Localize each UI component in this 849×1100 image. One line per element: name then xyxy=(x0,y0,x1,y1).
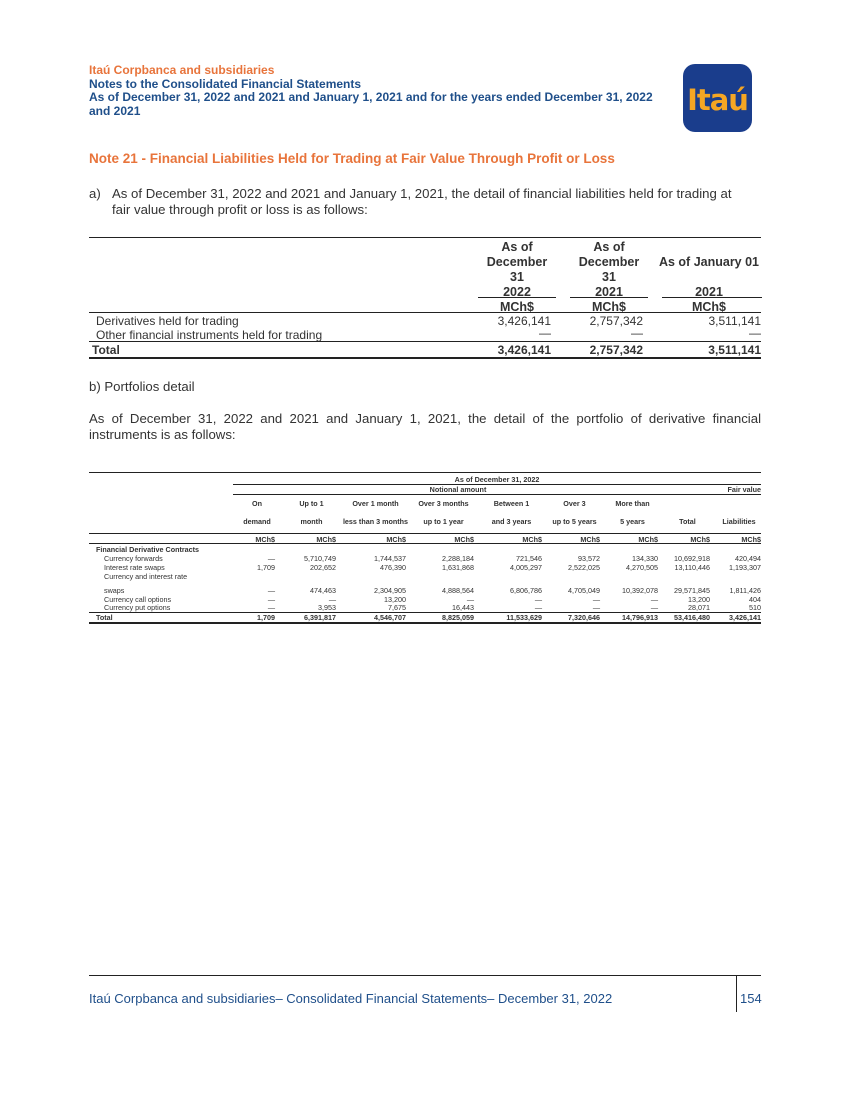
table1-bottom-rule xyxy=(89,357,761,359)
col3-h1: As of January 01 xyxy=(658,255,760,269)
table2-total-cell: 3,426,141 xyxy=(729,613,761,622)
table2-cell: 29,571,845 xyxy=(674,586,710,595)
table2-total-cell: 7,320,646 xyxy=(568,613,600,622)
table2-cell: — xyxy=(534,603,542,612)
table1-row-value: — xyxy=(631,326,643,340)
table2-total-cell: 6,391,817 xyxy=(304,613,336,622)
table2-cell: — xyxy=(592,595,600,604)
col3-h4: 2021 xyxy=(695,285,723,299)
table2-col-header-b: and 3 years xyxy=(491,517,532,526)
table2-unit: MCh$ xyxy=(580,535,600,544)
col1-unit: MCh$ xyxy=(499,300,535,314)
table2-cell: 2,288,184 xyxy=(442,554,474,563)
table2-cell: 474,463 xyxy=(310,586,336,595)
table2-cell: — xyxy=(650,603,658,612)
col2-h3: 31 xyxy=(602,270,616,284)
table2-cell: 13,110,446 xyxy=(674,563,710,572)
table2-total-cell: 53,416,480 xyxy=(674,613,710,622)
paragraph-b-label: b) Portfolios detail xyxy=(89,379,195,394)
table2-cell: 93,572 xyxy=(578,554,600,563)
table2-unit: MCh$ xyxy=(522,535,542,544)
table1-row-label: Derivatives held for trading xyxy=(96,314,239,328)
table2-cell: 134,330 xyxy=(632,554,658,563)
table2-cell: 1,193,307 xyxy=(729,563,761,572)
table1-col1-header xyxy=(478,240,556,315)
col2-rule xyxy=(570,297,648,298)
table2-col-header-b: demand xyxy=(243,517,271,526)
table2-cell: 2,522,025 xyxy=(568,563,600,572)
table2-cell: 404 xyxy=(749,595,761,604)
table1-total-label: Total xyxy=(92,343,120,357)
table2-col-header-a: Over 3 months xyxy=(418,499,469,508)
table2-unit: MCh$ xyxy=(741,535,761,544)
paragraph-a xyxy=(89,186,761,218)
table2-cell: 1,709 xyxy=(257,563,275,572)
col2-unit: MCh$ xyxy=(591,300,627,314)
table2-col-header-a: On xyxy=(252,499,262,508)
table2-sub-rule xyxy=(233,494,761,495)
table2-col-header-b: up to 5 years xyxy=(552,517,597,526)
table1-col2-header xyxy=(570,240,648,315)
table2-cell: 5,710,749 xyxy=(304,554,336,563)
col3-unit: MCh$ xyxy=(691,300,727,314)
table2-cell: — xyxy=(534,595,542,604)
table2-unit: MCh$ xyxy=(454,535,474,544)
table2-cell: 3,953 xyxy=(318,603,336,612)
table2-cell: 6,806,786 xyxy=(510,586,542,595)
table1-top-rule xyxy=(89,237,761,238)
itau-logo xyxy=(683,64,752,132)
table2-total-cell: 11,533,629 xyxy=(506,613,542,622)
table1-row-label: Other financial instruments held for trading xyxy=(96,328,323,342)
section-label: Financial Derivative Contracts xyxy=(96,545,200,554)
col3-rule xyxy=(662,297,762,298)
table2-cell: 10,692,918 xyxy=(674,554,710,563)
table1-header-rule xyxy=(89,312,761,313)
note-title: Note 21 - Financial Liabilities Held for Trading at Fair Value Through Profit or Loss xyxy=(89,151,615,166)
table1-total-value: 3,426,141 xyxy=(497,343,551,357)
table2-col-header-a: Up to 1 xyxy=(299,499,324,508)
document-header xyxy=(89,64,689,118)
footer-separator xyxy=(736,976,737,1012)
table2-cell: — xyxy=(267,603,275,612)
table2-unit: MCh$ xyxy=(316,535,336,544)
table1-row-value: 3,511,141 xyxy=(708,314,761,328)
col2-h4: 2021 xyxy=(595,285,623,299)
company-name: Itaú Corpbanca and subsidiaries xyxy=(89,63,275,77)
table2-bottom-rule xyxy=(89,622,761,624)
header-line-3: and 2021 xyxy=(89,103,141,118)
table2-total-cell: 14,796,913 xyxy=(622,613,658,622)
table2-col-header-a: Over 3 xyxy=(563,499,586,508)
table2-row-label: Currency and interest rate xyxy=(104,572,188,581)
table2-top-rule xyxy=(89,472,761,473)
table2-cell: — xyxy=(328,595,336,604)
table2-col-header-b: Total xyxy=(679,517,696,526)
table1-row-value: — xyxy=(749,326,761,340)
table2-cell: 16,443 xyxy=(452,603,474,612)
table2-total-cell: 4,546,707 xyxy=(374,613,406,622)
table2-cell: — xyxy=(466,595,474,604)
table2-cell: 4,005,297 xyxy=(510,563,542,572)
table2-col-header-b: month xyxy=(300,517,323,526)
table2-unit: MCh$ xyxy=(690,535,710,544)
table2-row-label: Currency forwards xyxy=(104,554,163,563)
table2-cell: 1,811,426 xyxy=(729,586,761,595)
table2-cell: 510 xyxy=(749,603,761,612)
table2-col-header-b: Liabilities xyxy=(722,517,756,526)
table2-cell: 4,705,049 xyxy=(568,586,600,595)
table2-row-label: Currency call options xyxy=(104,595,172,604)
fair-value-header: Fair value xyxy=(727,485,761,494)
table2-cell: 1,631,868 xyxy=(442,563,474,572)
header-line-2: As of December 31, 2022 and 2021 and January 1, 2021 and for the years ended December 31, 2022 xyxy=(89,90,653,104)
table2-cell: — xyxy=(267,554,275,563)
table2-col-header-b: up to 1 year xyxy=(423,517,464,526)
table2-unit-rule xyxy=(89,543,761,544)
table1-total-value: 3,511,141 xyxy=(708,343,761,357)
table2-col-header-b: 5 years xyxy=(620,517,645,526)
table2-col-header-b: less than 3 months xyxy=(342,517,409,526)
table2-total-label: Total xyxy=(96,613,113,622)
table2-col-header-a: More than xyxy=(615,499,650,508)
table2-unit: MCh$ xyxy=(386,535,406,544)
table2-cell: 28,071 xyxy=(688,603,710,612)
logo-text: Itaú xyxy=(687,83,748,117)
table2-cell: 1,744,537 xyxy=(374,554,406,563)
table2-unit: MCh$ xyxy=(255,535,275,544)
table2-cell: — xyxy=(592,603,600,612)
table2-cell: — xyxy=(267,595,275,604)
table2-col-header-a: Over 1 month xyxy=(352,499,399,508)
col1-h1: As of xyxy=(501,240,533,254)
table2-cell: 4,888,564 xyxy=(442,586,474,595)
col1-h3: 31 xyxy=(510,270,524,284)
table1-row-value: 2,757,342 xyxy=(589,314,643,328)
table2-cell: 10,392,078 xyxy=(622,586,658,595)
table2-cell: 13,200 xyxy=(384,595,406,604)
table2-cell: 476,390 xyxy=(380,563,406,572)
paragraph-a-label: a) xyxy=(89,186,101,201)
paragraph-a-line-2: fair value through profit or loss is as follows: xyxy=(112,202,368,217)
col1-rule xyxy=(478,297,556,298)
table1-col3-header xyxy=(655,240,763,315)
header-line-1: Notes to the Consolidated Financial Statements xyxy=(89,76,362,91)
table2-cell: 202,652 xyxy=(310,563,336,572)
table2-cell: 4,270,505 xyxy=(626,563,658,572)
table2-total-rule xyxy=(89,612,761,613)
col2-h2: December xyxy=(578,255,640,269)
col1-h4: 2022 xyxy=(503,285,531,299)
table2-cell: 2,304,905 xyxy=(374,586,406,595)
col2-h1: As of xyxy=(593,240,625,254)
table2-row-label: Currency put options xyxy=(104,603,171,612)
table2-total-cell: 8,825,059 xyxy=(442,613,474,622)
table1-row-value: — xyxy=(539,326,551,340)
notional-header: Notional amount xyxy=(429,485,487,494)
table2-cell: — xyxy=(267,586,275,595)
table2-unit: MCh$ xyxy=(638,535,658,544)
footer-rule xyxy=(89,975,761,976)
page-number: 154 xyxy=(740,991,762,1006)
table2-total-cell: 1,709 xyxy=(257,613,275,622)
table2-cell: 420,494 xyxy=(735,554,761,563)
table1-total-rule xyxy=(89,341,761,342)
table2-row-label: swaps xyxy=(104,586,125,595)
table2-col-header-a: Between 1 xyxy=(493,499,530,508)
col1-h2: December xyxy=(486,255,548,269)
table2-cell: 721,546 xyxy=(516,554,542,563)
table2-cell: 13,200 xyxy=(688,595,710,604)
table2-row-label: Interest rate swaps xyxy=(104,563,165,572)
footer-text: Itaú Corpbanca and subsidiaries– Consolidated Financial Statements– December 31, 2022 xyxy=(89,991,613,1006)
table1-total-value: 2,757,342 xyxy=(589,343,643,357)
table2-cell: 7,675 xyxy=(388,603,406,612)
table2-cell: — xyxy=(650,595,658,604)
paragraph-a-line-1: As of December 31, 2022 and 2021 and January 1, 2021, the detail of financial liabilities held for trading at xyxy=(112,186,732,201)
table2-header-rule xyxy=(89,533,761,534)
table2-title: As of December 31, 2022 xyxy=(454,475,540,484)
paragraph-b-text: As of December 31, 2022 and 2021 and January 1, 2021, the detail of the portfolio of derivative financial instruments is as follows: xyxy=(89,411,761,442)
table1-row-value: 3,426,141 xyxy=(497,314,551,328)
